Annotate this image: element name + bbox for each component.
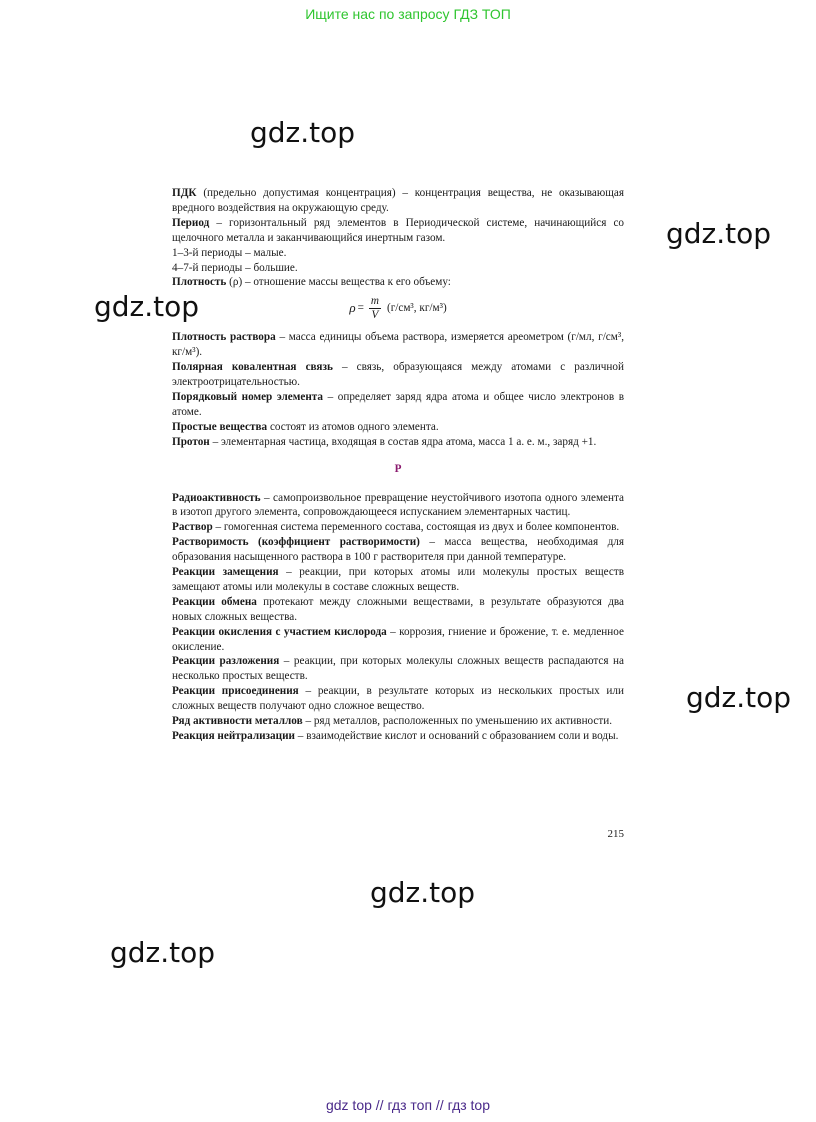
glossary-section-p-continued [172, 330, 624, 449]
glossary-term: Радиоактивность [172, 491, 261, 504]
glossary-entry [172, 420, 624, 435]
formula-fraction [369, 295, 381, 322]
glossary-definition: – самопроизвольное превращение неустойчивого изотопа одного элемента в изотоп другого элемента, сопровождающееся испусканием элементарных частиц. [172, 491, 624, 519]
glossary-section-p [172, 186, 624, 290]
formula-denominator: V [371, 309, 379, 322]
section-letter-heading: Р [394, 462, 402, 475]
glossary-entry [172, 435, 624, 450]
glossary-definition: – определяет заряд ядра атома и общее число электронов в атоме. [172, 390, 624, 418]
glossary-definition: – коррозия, гниение и брожение, т. е. медленное окисление. [172, 625, 624, 653]
watermark: gdz.top [370, 876, 476, 909]
glossary-entry [172, 684, 624, 714]
glossary-term: Реакция нейтрализации [172, 730, 295, 742]
glossary-term: Плотность [172, 276, 227, 289]
formula-numerator: m [370, 295, 379, 308]
glossary-definition: – масса вещества, необходимая для образования насыщенного раствора в 100 г растворителя при данной температуре. [172, 536, 624, 564]
glossary-definition: – ряд металлов, расположенных по уменьшению их активности. [302, 715, 613, 728]
glossary-definition: (предельно допустимая концентрация) – концентрация вещества, не оказывающая вредного воздействия на окружающую среду. [172, 187, 624, 214]
glossary-term: Плотность раствора [172, 331, 276, 344]
glossary-entry [172, 625, 624, 655]
glossary-definition: – горизонтальный ряд элементов в Периодической системе, начинающийся со щелочного металла и заканчивающийся инертным газом. [172, 216, 624, 244]
glossary-term: Растворимость (коэффициент растворимости) [172, 536, 420, 549]
watermark: gdz.top [666, 217, 772, 250]
glossary-definition: – реакции, при которых атомы или молекулы простых веществ замещают атомы или молекулы в составе сложных веществ. [172, 566, 624, 593]
glossary-entry [172, 535, 624, 565]
glossary-term: Реакции окисления с участием кислорода [172, 625, 387, 638]
formula-units: (г/см³, кг/м³) [386, 302, 447, 315]
glossary-term: Реакции обмена [172, 595, 257, 608]
glossary-definition: – элементарная частица, входящая в состав ядра атома, масса 1 а. е. м., заряд +1. [209, 435, 597, 448]
glossary-entry [172, 729, 624, 744]
density-formula [172, 295, 624, 322]
formula-equals: = [357, 302, 364, 315]
footer-links[interactable]: gdz top // гдз топ // гдз top [325, 1097, 491, 1113]
watermark: gdz.top [250, 116, 356, 149]
glossary-entry [172, 595, 624, 625]
glossary-page [172, 186, 624, 744]
glossary-term: Простые вещества [172, 420, 268, 433]
glossary-definition: – реакции, в результате которых из нескольких простых или сложных веществ получают одно сложное вещество. [172, 685, 624, 713]
glossary-definition: – взаимодействие кислот и оснований с образованием соли и воды. [295, 730, 619, 742]
glossary-term: ПДК [172, 187, 197, 199]
glossary-entry [172, 275, 624, 290]
glossary-term: Реакции присоединения [172, 685, 299, 698]
glossary-definition: (ρ) – отношение массы вещества к его объему: [226, 276, 451, 289]
glossary-definition: – масса единицы объема раствора, измеряется ареометром (г/мл, г/см³, кг/м³). [172, 331, 624, 359]
glossary-term: Полярная ковалентная связь [172, 361, 333, 374]
watermark: gdz.top [110, 936, 216, 969]
glossary-term: Реакции разложения [172, 655, 280, 668]
glossary-entry [172, 216, 624, 246]
glossary-entry [172, 261, 624, 276]
glossary-entry [172, 360, 624, 390]
glossary-entry [172, 330, 624, 360]
glossary-definition: протекают между сложными веществами, в результате образуются два новых сложных вещества. [172, 595, 624, 623]
glossary-definition: состоят из атомов одного элемента. [267, 420, 439, 433]
glossary-term: Порядковый номер элемента [172, 390, 323, 403]
glossary-entry [172, 714, 624, 729]
glossary-definition: 1–3-й периоды – малые. [172, 246, 287, 259]
watermark: gdz.top [686, 681, 792, 714]
formula-rho: ρ [349, 300, 356, 316]
glossary-entry [172, 565, 624, 595]
page-number: 215 [607, 828, 624, 840]
glossary-definition: – реакции, при которых молекулы сложных веществ распадаются на несколько простых веществ. [172, 655, 624, 683]
glossary-definition: – связь, образующаяся между атомами с различной электроотрицательностью. [172, 361, 624, 389]
glossary-definition: – гомогенная система переменного состава, состоящая из двух и более компонентов. [212, 521, 620, 534]
glossary-term: Протон [172, 435, 210, 448]
glossary-definition: 4–7-й периоды – большие. [172, 261, 298, 274]
glossary-term: Реакции замещения [172, 566, 279, 579]
glossary-entry [172, 390, 624, 420]
glossary-entry [172, 654, 624, 684]
watermark: gdz.top [94, 290, 200, 323]
glossary-term: Период [172, 216, 210, 229]
glossary-entry [172, 246, 624, 261]
glossary-entry [172, 520, 624, 535]
glossary-term: Раствор [172, 521, 213, 534]
top-banner-link[interactable]: Ищите нас по запросу ГДЗ ТОП [305, 6, 511, 22]
glossary-term: Ряд активности металлов [172, 715, 303, 728]
glossary-entry [172, 491, 624, 521]
glossary-entry [172, 186, 624, 216]
glossary-section-r [172, 491, 624, 744]
